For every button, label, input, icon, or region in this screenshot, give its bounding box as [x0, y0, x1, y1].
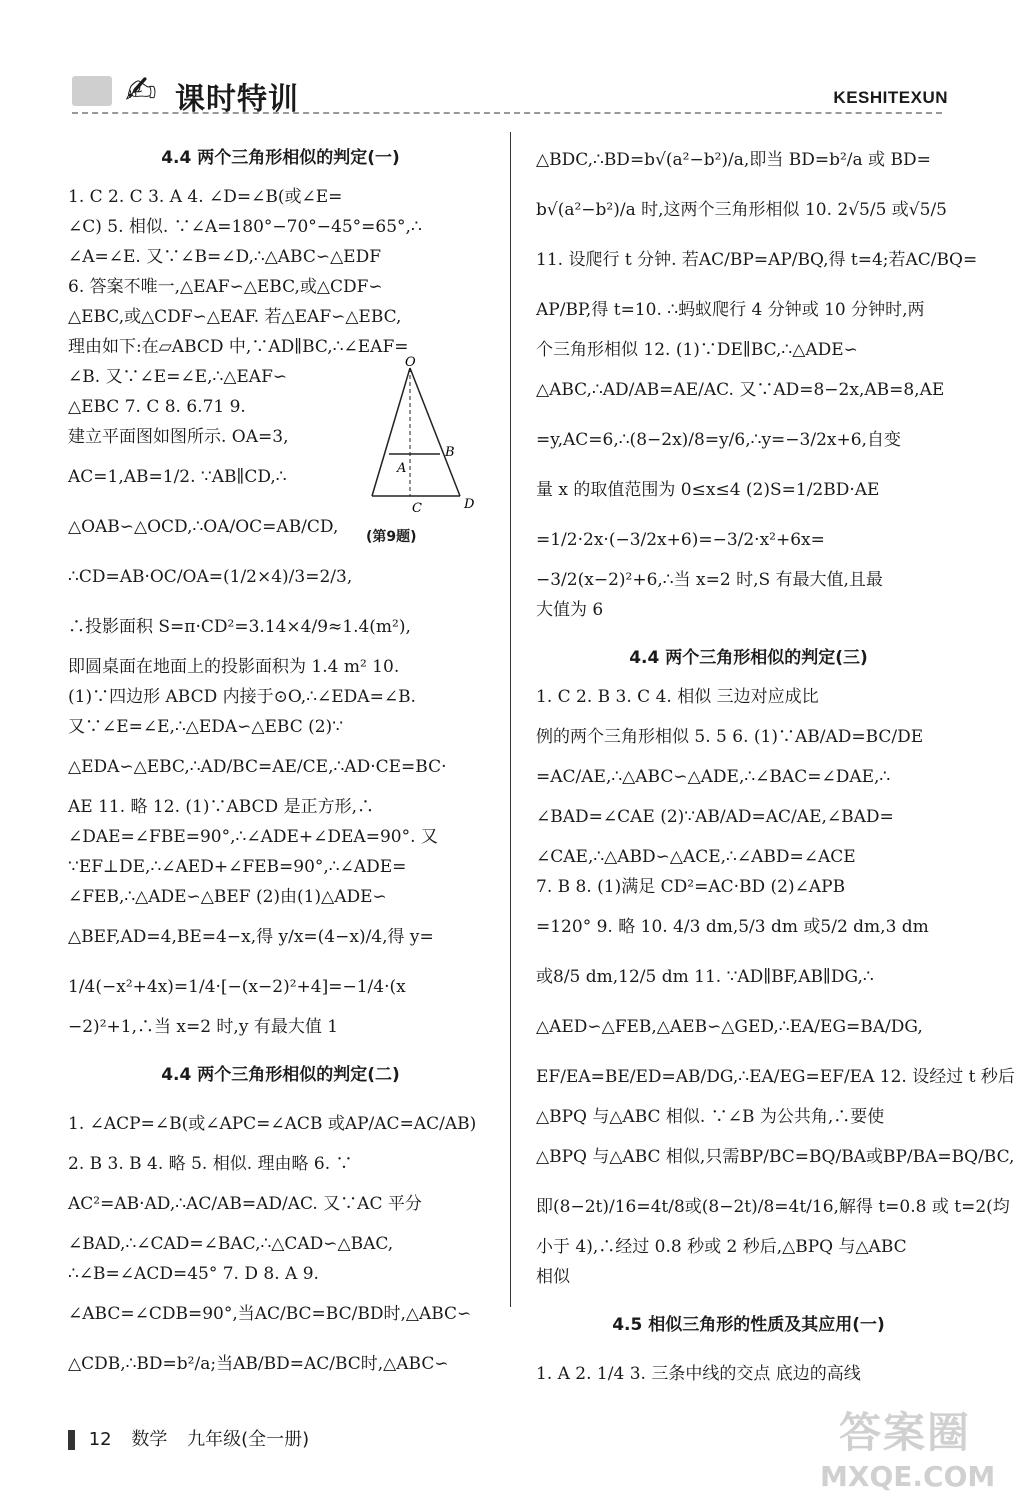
watermark-url: MXQE.COM	[820, 1460, 996, 1493]
answer-line: ∴CD=AB·OC/OA=(1/2×4)/3=2/3,	[68, 567, 353, 587]
answer-line: 7. B 8. (1)满足 CD²=AC·BD (2)∠APB	[536, 877, 846, 897]
fig-label-c: C	[412, 501, 422, 516]
answer-line: =1/2·2x·(−3/2x+6)=−3/2·x²+6x=	[536, 530, 825, 550]
answer-line: 相似	[536, 1267, 570, 1287]
answer-line: AC²=AB·AD,∴AC/AB=AD/AC. 又∵AC 平分	[68, 1194, 422, 1214]
answer-line: 即圆桌面在地面上的投影面积为 1.4 m² 10.	[68, 657, 400, 677]
answer-line: ∠BAD=∠CAE (2)∵AB/AD=AC/AE,∠BAD=	[536, 807, 894, 827]
fig-label-d: D	[464, 497, 475, 512]
answer-line: ∠DAE=∠FBE=90°,∴∠ADE+∠DEA=90°. 又	[68, 827, 438, 847]
section-title: 4.4 两个三角形相似的判定(三)	[629, 648, 868, 668]
answer-line: 6. 答案不唯一,△EAF∽△EBC,或△CDF∽	[68, 277, 383, 297]
answer-line: 2. B 3. B 4. 略 5. 相似. 理由略 6. ∵	[68, 1154, 353, 1174]
footer-bar-icon	[68, 1430, 75, 1450]
answer-line: △BPQ 与△ABC 相似,只需BP/BC=BQ/BA或BP/BA=BQ/BC,	[536, 1147, 1015, 1167]
fig-label-b: B	[445, 445, 455, 460]
answer-line: ∵EF⊥DE,∴∠AED+∠FEB=90°,∴∠ADE=	[68, 857, 407, 877]
answer-line: △BDC,∴BD=b√(a²−b²)/a,即当 BD=b²/a 或 BD=	[536, 150, 931, 170]
answer-line: 11. 设爬行 t 分钟. 若AC/BP=AP/BQ,得 t=4;若AC/BQ=	[536, 250, 978, 270]
answer-line: 1. A 2. 1/4 3. 三条中线的交点 底边的高线	[536, 1364, 861, 1384]
answer-line: 建立平面图如图所示. OA=3,	[68, 427, 289, 447]
answer-line: ∴投影面积 S=π·CD²=3.14×4/9≈1.4(m²),	[68, 617, 411, 637]
page-number: 12	[88, 1429, 112, 1450]
answer-line: △OAB∽△OCD,∴OA/OC=AB/CD,	[68, 517, 339, 537]
fig-label-a: A	[397, 461, 407, 476]
brand-text: KESHITEXUN	[833, 88, 948, 107]
answer-line: (1)∵四边形 ABCD 内接于⊙O,∴∠EDA=∠B.	[68, 687, 416, 707]
fig-line-od	[410, 368, 460, 496]
answer-line: AP/BP,得 t=10. ∴蚂蚁爬行 4 分钟或 10 分钟时,两	[536, 300, 925, 320]
answer-line: △ABC,∴AD/AB=AE/AC. 又∵AD=8−2x,AB=8,AE	[536, 380, 945, 400]
answer-line: △EBC,或△CDF∽△EAF. 若△EAF∽△EBC,	[68, 307, 402, 327]
answer-line: 个三角形相似 12. (1)∵DE∥BC,∴△ADE∽	[536, 340, 858, 360]
answer-line: 又∵∠E=∠E,∴△EDA∽△EBC (2)∵	[68, 717, 344, 737]
answer-line: 或8/5 dm,12/5 dm 11. ∵AD∥BF,AB∥DG,∴	[536, 967, 874, 987]
answer-line: 即(8−2t)/16=4t/8或(8−2t)/8=4t/16,解得 t=0.8 或 t=2(均	[536, 1197, 1010, 1217]
answer-line: 1. C 2. B 3. C 4. 相似 三边对应成比	[536, 687, 819, 707]
section-title: 4.4 两个三角形相似的判定(一)	[161, 148, 400, 168]
answer-line: −2)²+1,∴当 x=2 时,y 有最大值 1	[68, 1017, 339, 1037]
watermark	[820, 1400, 996, 1493]
answer-line: △BPQ 与△ABC 相似. ∵∠B 为公共角,∴要使	[536, 1107, 885, 1127]
answer-line: ∠BAD,∴∠CAD=∠BAC,∴△CAD∽△BAC,	[68, 1234, 394, 1254]
answer-line: b√(a²−b²)/a 时,这两个三角形相似 10. 2√5/5 或√5/5	[536, 200, 947, 220]
triangle-figure	[352, 356, 482, 546]
pen-icon: ✍	[125, 68, 157, 112]
right-column	[536, 135, 1015, 1399]
answer-line: AC=1,AB=1/2. ∵AB∥CD,∴	[68, 467, 287, 487]
left-column	[68, 135, 493, 1389]
fig-line-oc	[372, 368, 410, 496]
answer-line: ∠ABC=∠CDB=90°,当AC/BC=BC/BD时,△ABC∽	[68, 1304, 472, 1324]
answer-line: 大值为 6	[536, 600, 604, 620]
answer-line: =y,AC=6,∴(8−2x)/8=y/6,∴y=−3/2x+6,自变	[536, 430, 901, 450]
answer-line: ∠FEB,∴△ADE∽△BEF (2)由(1)△ADE∽	[68, 887, 387, 907]
answer-line: ∴∠B=∠ACD=45° 7. D 8. A 9.	[68, 1264, 319, 1284]
answer-line: −3/2(x−2)²+6,∴当 x=2 时,S 有最大值,且最	[536, 570, 883, 590]
answer-line: 1. ∠ACP=∠B(或∠APC=∠ACB 或AP/AC=AC/AB)	[68, 1114, 477, 1134]
answer-line: =120° 9. 略 10. 4/3 dm,5/3 dm 或5/2 dm,3 dm	[536, 917, 929, 937]
header-divider	[72, 112, 942, 114]
figure-caption: (第9题)	[366, 529, 417, 545]
page-header	[0, 0, 1000, 130]
answer-line: 理由如下:在▱ABCD 中,∵AD∥BC,∴∠EAF=	[68, 337, 409, 357]
answer-line: ∠A=∠E. 又∵∠B=∠D,∴△ABC∽△EDF	[68, 247, 382, 267]
answer-line: ∠CAE,∴△ABD∽△ACE,∴∠ABD=∠ACE	[536, 847, 856, 867]
answer-line: △EDA∽△EBC,∴AD/BC=AE/CE,∴AD·CE=BC·	[68, 757, 447, 777]
answer-line: EF/EA=BE/ED=AB/DG,∴EA/EG=EF/EA 12. 设经过 t 秒后	[536, 1067, 1015, 1087]
logo-badge	[72, 76, 112, 106]
answer-line: 量 x 的取值范围为 0≤x≤4 (2)S=1/2BD·AE	[536, 480, 880, 500]
grade-label: 九年级(全一册)	[187, 1429, 310, 1450]
answer-line: △CDB,∴BD=b²/a;当AB/BD=AC/BC时,△ABC∽	[68, 1354, 449, 1374]
answer-line: 例的两个三角形相似 5. 5 6. (1)∵AB/AD=BC/DE	[536, 727, 924, 747]
answer-line: ∠B. 又∵∠E=∠E,∴△EAF∽	[68, 367, 288, 387]
series-title: 课时特训	[175, 82, 299, 117]
page-footer	[68, 1425, 323, 1451]
section-title: 4.5 相似三角形的性质及其应用(一)	[612, 1315, 885, 1335]
answer-line: 1. C 2. C 3. A 4. ∠D=∠B(或∠E=	[68, 187, 343, 207]
answer-line: △EBC 7. C 8. 6.71 9.	[68, 397, 246, 417]
column-divider	[510, 132, 511, 1307]
answer-line: AE 11. 略 12. (1)∵ABCD 是正方形,∴	[68, 797, 374, 817]
watermark-title: 答案圈	[838, 1408, 971, 1457]
section-title: 4.4 两个三角形相似的判定(二)	[161, 1065, 400, 1085]
answer-line: 小于 4),∴经过 0.8 秒或 2 秒后,△BPQ 与△ABC	[536, 1237, 907, 1257]
fig-label-o: O	[405, 355, 416, 370]
answer-line: =AC/AE,∴△ABC∽△ADE,∴∠BAC=∠DAE,∴	[536, 767, 891, 787]
subject-label: 数学	[131, 1429, 168, 1450]
answer-line: △BEF,AD=4,BE=4−x,得 y/x=(4−x)/4,得 y=	[68, 927, 434, 947]
answer-line: 1/4(−x²+4x)=1/4·[−(x−2)²+4]=−1/4·(x	[68, 977, 406, 997]
answer-line: ∠C) 5. 相似. ∵∠A=180°−70°−45°=65°,∴	[68, 217, 422, 237]
answer-line: △AED∽△FEB,△AEB∽△GED,∴EA/EG=BA/DG,	[536, 1017, 923, 1037]
